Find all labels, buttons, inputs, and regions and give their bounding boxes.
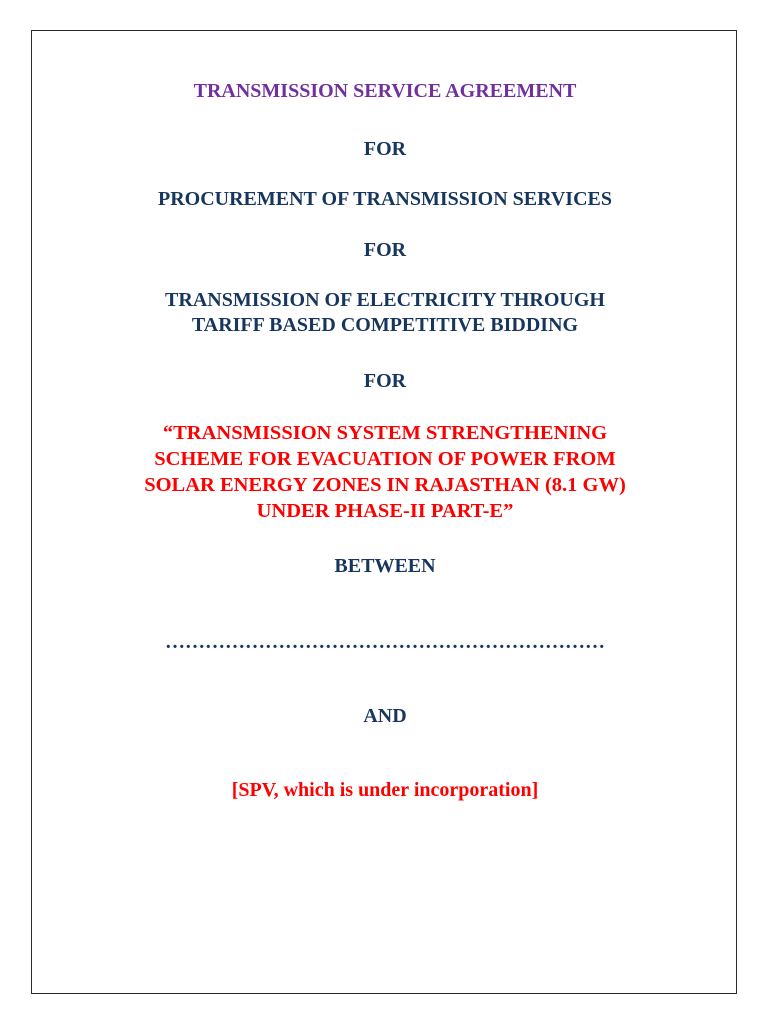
for-connector-3: FOR	[363, 370, 407, 392]
spv-party-name: [SPV, which is under incorporation]	[231, 779, 539, 801]
for-connector-2: FOR	[363, 239, 407, 261]
scheme-name-line-1: “TRANSMISSION SYSTEM STRENGTHENING	[162, 422, 608, 444]
scheme-name-line-2: SCHEME FOR EVACUATION OF POWER FROM	[154, 448, 616, 470]
scheme-name-line-3: SOLAR ENERGY ZONES IN RAJASTHAN (8.1 GW)	[144, 474, 626, 496]
scheme-name-line-4: UNDER PHASE-II PART-E”	[256, 500, 514, 522]
transmission-heading-line-1: TRANSMISSION OF ELECTRICITY THROUGH	[165, 289, 605, 311]
party-name-blank: …………………………………………………………	[165, 631, 605, 653]
for-connector-1: FOR	[363, 138, 407, 160]
procurement-heading: PROCUREMENT OF TRANSMISSION SERVICES	[157, 188, 612, 210]
and-label: AND	[363, 705, 407, 727]
document-title: TRANSMISSION SERVICE AGREEMENT	[193, 80, 577, 102]
transmission-heading-line-2: TARIFF BASED COMPETITIVE BIDDING	[191, 314, 579, 336]
between-label: BETWEEN	[334, 555, 436, 577]
